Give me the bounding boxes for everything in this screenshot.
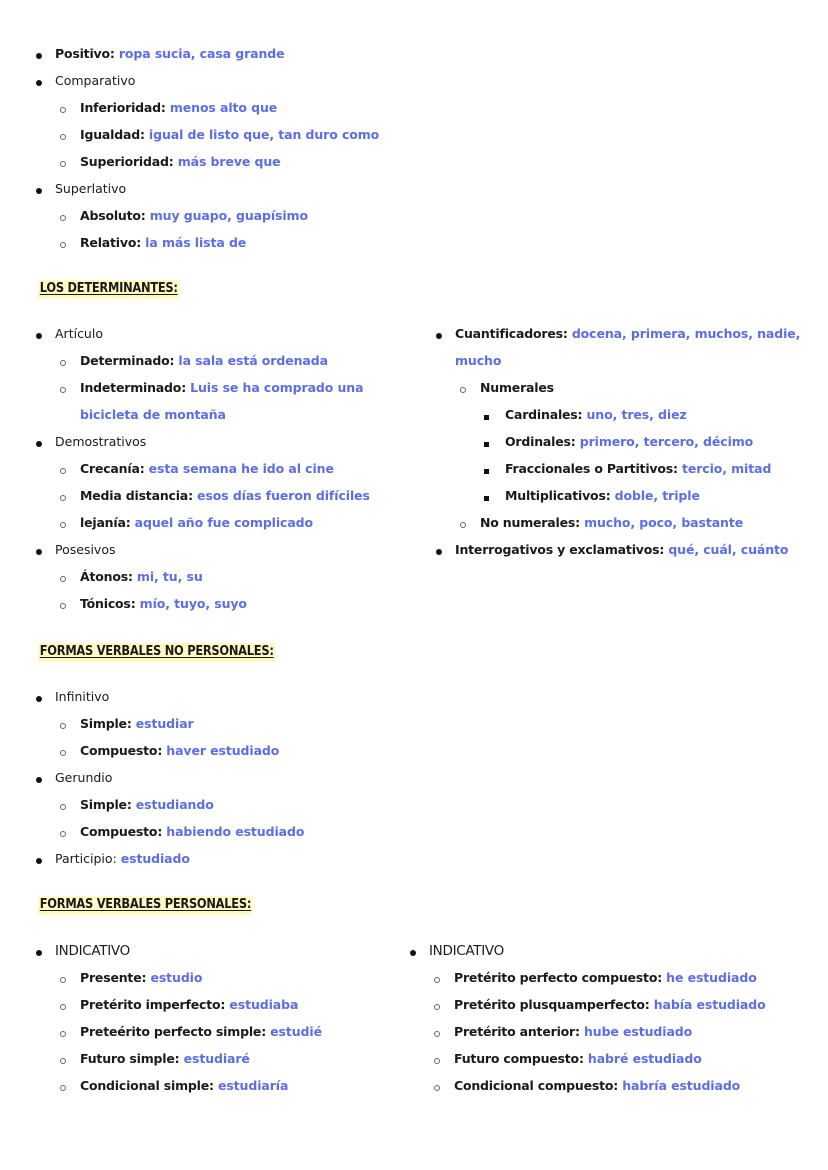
example-text: estudiaba [229,997,299,1012]
disc-bullet-icon [36,858,42,864]
circle-bullet-icon [60,495,66,501]
example-text: muy guapo, guapísimo [149,208,308,223]
item-label: Demostrativos [55,434,147,449]
separator: : [220,997,230,1012]
list-item-infinitivo [20,683,304,710]
list-item-futuro-compuesto [394,1045,766,1072]
circle-bullet-icon [60,750,66,756]
section-heading-personales: FORMAS VERBALES PERSONALES: [38,896,253,915]
item-label: Crecanía [80,461,140,476]
example-text: menos alto que [169,100,278,115]
separator: : [577,407,587,422]
circle-bullet-icon [60,134,66,140]
separator: : [209,1078,218,1093]
example-text: estudiaré [183,1051,250,1066]
separator: : [578,1051,588,1066]
example-text: estudiar [135,716,194,731]
circle-bullet-icon [434,1031,440,1037]
disc-bullet-icon [36,950,42,956]
example-text: estudiaría [217,1078,289,1093]
circle-bullet-icon [60,831,66,837]
circle-bullet-icon [60,977,66,983]
circle-bullet-icon [60,723,66,729]
example-text: mío, tuyo, suyo [139,596,247,611]
item-label: Cuantificadores [455,326,563,341]
separator: : [139,127,149,142]
circle-bullet-icon [60,468,66,474]
example-text: mi, tu, su [136,569,203,584]
circle-bullet-icon [60,576,66,582]
example-text: la sala está ordenada [178,353,328,368]
circle-bullet-icon [460,522,466,528]
item-label: Artículo [55,326,103,341]
example-text: habiendo estudiado [166,824,305,839]
item-label: INDICATIVO [55,943,130,959]
example-text: la más lista de [145,235,247,250]
circle-bullet-icon [60,1031,66,1037]
separator: : [644,997,654,1012]
item-label: Superioridad [80,154,169,169]
example-text: he estudiado [666,970,757,985]
example-text: mucho, poco, bastante [584,515,744,530]
separator: : [657,970,667,985]
separator: : [160,100,170,115]
separator: : [141,970,151,985]
list-item-posesivos [20,536,370,563]
list-item-numerales [420,374,800,401]
list-item-condicional-simple [20,1072,322,1099]
item-label: Determinado [80,353,170,368]
separator: : [169,353,179,368]
separator: : [575,515,585,530]
example-text: qué, cuál, cuánto [668,542,789,557]
circle-bullet-icon [60,804,66,810]
example-text: docena, primera, muchos, nadie, [571,326,801,341]
example-text: uno, tres, diez [586,407,687,422]
separator: : [127,569,137,584]
separator: : [174,1051,184,1066]
separator: : [188,488,198,503]
square-bullet-icon [484,442,489,447]
item-label: Futuro compuesto [454,1051,579,1066]
item-label: Átonos [80,569,128,584]
item-label: Numerales [480,380,554,395]
list-item-tonicos [20,590,370,617]
separator: : [562,326,572,341]
list-item-ordinales [420,428,800,455]
list-item-preterito-perfecto-compuesto [394,964,766,991]
example-text: Luis se ha comprado una [190,380,364,395]
item-label: Posesivos [55,542,116,557]
item-label: Pretérito anterior [454,1024,576,1039]
circle-bullet-icon [434,1004,440,1010]
circle-bullet-icon [60,242,66,248]
list-item-demostrativos [20,428,370,455]
separator: : [672,461,682,476]
determinantes-right-list [420,320,800,563]
example-text: estudiando [135,797,214,812]
square-bullet-icon [484,469,489,474]
circle-bullet-icon [60,215,66,221]
square-bullet-icon [484,496,489,501]
example-text: ropa sucia, casa grande [118,46,285,61]
item-label: Superlativo [55,181,127,196]
separator: : [157,824,167,839]
separator: : [605,488,615,503]
item-label: INDICATIVO [429,943,504,959]
separator: : [157,743,167,758]
list-item-media-distancia [20,482,370,509]
disc-bullet-icon [36,696,42,702]
item-label: Fraccionales o Partitivos [505,461,673,476]
list-item-superioridad [20,148,379,175]
item-label: Simple [80,797,127,812]
item-label: Infinitivo [55,689,110,704]
item-label: Presente [80,970,142,985]
list-item-superlativo [20,175,379,202]
list-item-futuro-simple [20,1045,322,1072]
example-text: doble, triple [614,488,700,503]
list-item-indicativo [20,937,322,964]
circle-bullet-icon [60,387,66,393]
circle-bullet-icon [60,1085,66,1091]
list-item-gerundio-compuesto [20,818,304,845]
item-label: Pretérito imperfecto [80,997,221,1012]
section-heading-no-personales: FORMAS VERBALES NO PERSONALES: [38,643,275,662]
separator: : [139,461,149,476]
list-item-preterito-imperfecto [20,991,322,1018]
circle-bullet-icon [60,522,66,528]
item-label: Preteérito perfecto simple [80,1024,262,1039]
list-item-lejania [20,509,370,536]
list-item-preterito-perfecto-simple [20,1018,322,1045]
personales-right-list [394,937,766,1099]
circle-bullet-icon [60,161,66,167]
item-label: Relativo [80,235,137,250]
item-label: Pretérito plusquamperfecto [454,997,645,1012]
circle-bullet-icon [434,1085,440,1091]
example-text-continued: bicicleta de montaña [80,407,226,422]
item-label: Pretérito perfecto compuesto [454,970,658,985]
example-text: hube estudiado [583,1024,693,1039]
separator: : [575,1024,584,1039]
example-text: estudiado [120,851,190,866]
list-item-condicional-compuesto [394,1072,766,1099]
disc-bullet-icon [410,950,416,956]
circle-bullet-icon [60,360,66,366]
list-item-gerundio-simple [20,791,304,818]
example-text: esta semana he ido al cine [148,461,334,476]
item-label: No numerales [480,515,576,530]
separator: : [261,1024,271,1039]
list-item-cercania [20,455,370,482]
example-text: más breve que [177,154,281,169]
list-item-infinitivo-simple [20,710,304,737]
list-item-multiplicativos [420,482,800,509]
list-item-indicativo-compuestos [394,937,766,964]
list-item-indeterminado [20,374,370,401]
no-personales-list [20,683,304,872]
item-label: Tónicos [80,596,131,611]
item-label: Comparativo [55,73,136,88]
list-item-igualdad [20,121,379,148]
list-item-relativo [20,229,379,256]
item-label: Cardinales [505,407,578,422]
separator: : [112,851,121,866]
example-text: esos días fueron difíciles [197,488,370,503]
item-label: Interrogativos y exclamativos [455,542,660,557]
list-item-determinado [20,347,370,374]
disc-bullet-icon [36,549,42,555]
example-text: estudié [270,1024,322,1039]
separator: : [126,797,136,812]
item-label: Absoluto [80,208,141,223]
circle-bullet-icon [434,1058,440,1064]
separator: : [613,1078,623,1093]
disc-bullet-icon [36,777,42,783]
determinantes-left-list [20,320,370,617]
example-text: tercio, mitad [681,461,772,476]
item-label: Compuesto [80,824,158,839]
item-label: Igualdad [80,127,140,142]
list-item-articulo [20,320,370,347]
list-item-absoluto [20,202,379,229]
list-item-cardinales [420,401,800,428]
list-item-preterito-pluscuamperfecto [394,991,766,1018]
circle-bullet-icon [60,107,66,113]
example-text: primero, tercero, décimo [579,434,754,449]
item-label: Participio [55,851,113,866]
item-label: Futuro simple [80,1051,175,1066]
example-text: aquel año fue complicado [134,515,314,530]
circle-bullet-icon [434,977,440,983]
example-text: habré estudiado [587,1051,702,1066]
disc-bullet-icon [436,549,442,555]
adjective-degrees-list [20,40,379,256]
item-label: Ordinales [505,434,571,449]
example-text: había estudiado [653,997,766,1012]
personales-left-list [20,937,322,1099]
separator: : [125,515,135,530]
disc-bullet-icon [36,333,42,339]
list-item-cuantificadores [420,320,800,347]
separator: : [136,235,146,250]
item-label: lejanía [80,515,126,530]
section-heading-determinantes: LOS DETERMINANTES: [38,280,179,299]
separator: : [659,542,669,557]
square-bullet-icon [484,415,489,420]
list-item-inferioridad [20,94,379,121]
list-item-no-numerales [420,509,800,536]
list-item-preterito-anterior [394,1018,766,1045]
circle-bullet-icon [460,387,466,393]
item-label: Indeterminado [80,380,182,395]
item-label: Positivo [55,46,110,61]
item-label: Compuesto [80,743,158,758]
list-item-interrogativos [420,536,800,563]
item-label: Multiplicativos [505,488,606,503]
list-item-atonos [20,563,370,590]
example-text: habría estudiado [622,1078,741,1093]
example-text: haver estudiado [166,743,280,758]
example-text: igual de listo que, tan duro como [148,127,380,142]
separator: : [168,154,178,169]
separator: : [130,596,140,611]
item-label: Media distancia [80,488,189,503]
separator: : [126,716,136,731]
circle-bullet-icon [60,1004,66,1010]
list-item-comparativo [20,67,379,94]
separator: : [109,46,119,61]
example-text: estudio [150,970,203,985]
circle-bullet-icon [60,1058,66,1064]
item-label: Gerundio [55,770,113,785]
disc-bullet-icon [436,333,442,339]
disc-bullet-icon [36,188,42,194]
separator: : [570,434,580,449]
list-item-gerundio [20,764,304,791]
list-item-participio [20,845,304,872]
example-text-continued: mucho [455,353,502,368]
item-label: Inferioridad [80,100,161,115]
item-label: Condicional simple [80,1078,210,1093]
disc-bullet-icon [36,441,42,447]
list-item-infinitivo-compuesto [20,737,304,764]
separator: : [181,380,191,395]
list-item-indeterminado-cont [20,401,370,428]
list-item-presente [20,964,322,991]
circle-bullet-icon [60,603,66,609]
item-label: Condicional compuesto [454,1078,614,1093]
item-label: Simple [80,716,127,731]
list-item-fraccionales [420,455,800,482]
list-item-cuantificadores-cont [420,347,800,374]
disc-bullet-icon [36,80,42,86]
list-item-positivo [20,40,379,67]
separator: : [140,208,150,223]
disc-bullet-icon [36,53,42,59]
